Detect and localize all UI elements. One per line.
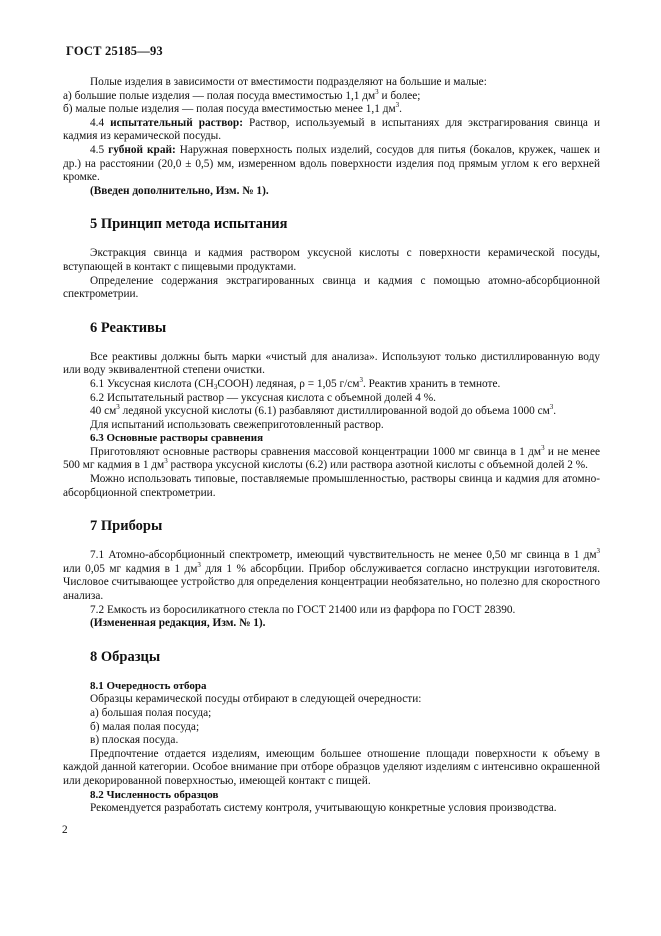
paragraph-fresh-solution: Для испытаний использовать свежеприготовленный раствор. (90, 418, 384, 431)
paragraph-extraction: Экстракция свинца и кадмия раствором уксусной кислоты с поверхности керамической посуды, вступающей в контакт с пищевыми продуктами. (63, 247, 600, 273)
list-item: в) плоская посуда. (90, 734, 179, 747)
subsection-8-1: 8.1 Очередность отбора (90, 679, 207, 692)
paragraph-preference: Предпочтение отдается изделиям, имеющим большее отношение площади поверхности к объему в каждой данной категории. Особое внимание при отборе образцов уделяют изделиям с интенсивно окрашенной или декорированной поверхностью, имеющей контакт с пищей. (63, 747, 600, 787)
definition-4-5: 4.5 губной край: Наружная поверхность полых изделий, сосудов для питья (бокалов, кружек, чашек и др.) на расстоянии (20,0 ± 0,5) мм, измеренном вдоль поверхности изделия под прямым углом к его верхней кромке. (63, 143, 600, 184)
section-8-heading: 8 Образцы (90, 648, 161, 665)
paragraph-6-2: 6.2 Испытательный раствор — уксусная кислота с объемной долей 4 %. (90, 391, 436, 404)
paragraph-reagents: Все реактивы должны быть марки «чистый для анализа». Используют только дистиллированную воду или воду эквивалентной степени очистки. (63, 350, 600, 377)
page-number: 2 (62, 824, 68, 836)
subsection-8-2: 8.2 Численность образцов (90, 788, 219, 801)
section-6-heading: 6 Реактивы (90, 319, 167, 336)
paragraph-7-2: 7.2 Емкость из боросиликатного стекла по ГОСТ 21400 или из фарфора по ГОСТ 28390. (90, 603, 516, 616)
paragraph-standard-solutions: Можно использовать типовые, поставляемые промышленностью, растворы свинца и кадмия для атомно-абсорбционной спектрометрии. (63, 473, 600, 499)
paragraph-6-1: 6.1 Уксусная кислота $(СН_3СООН)$ ледяная, ρ = 1,05 $г/см^3$. Реактив хранить в темноте. (90, 375, 501, 391)
section-7-heading: 7 Приборы (90, 518, 163, 535)
list-item: а) большая полая посуда; (90, 707, 212, 719)
paragraph-8-1: Образцы керамической посуды отбирают в следующей очередности: (90, 693, 422, 706)
standard-header: ГОСТ 25185—93 (66, 44, 163, 58)
paragraph-8-2: Рекомендуется разработать систему контроля, учитывающую конкретные условия производства. (90, 802, 557, 815)
paragraph-dilution: 40 $см^3$ ледяной уксусной кислоты (6.1) разбавляют дистиллированной водой до объема 1000 $см^3$. (90, 403, 557, 418)
amendment-note-7: (Измененная редакция, Изм. № 1). (90, 617, 266, 630)
list-item-small-hollow: б) малые полые изделия — полая посуда вместимостью менее 1,1 $дм^3$. (63, 101, 402, 116)
list-item: б) малая полая посуда; (90, 720, 200, 733)
section-5-heading: 5 Принцип метода испытания (90, 216, 288, 233)
definition-4-4: 4.4 испытательный раствор: Раствор, используемый в испытаниях для экстрагирования свинца и кадмия из керамической посуды. (63, 116, 600, 143)
subsection-6-3: 6.3 Основные растворы сравнения (90, 432, 264, 445)
paragraph-hollow-items: Полые изделия в зависимости от вместимости подразделяют на большие и малые: (90, 76, 487, 88)
paragraph-determination: Определение содержания экстрагированных свинца и кадмия с помощью атомно-абсорбционной спектрометрии. (63, 274, 600, 301)
paragraph-7-1: 7.1 Атомно-абсорбционный спектрометр, имеющий чувствительность не менее 0,50 мг свинца в 1 $дм^3$ или 0,05 мг кадмия в 1 $дм^3$ для 1 % абсорбции. Прибор обслуживается согласно инструкции изготовителя. Числовое считывающее устройство для определения концентрации необязательно, но полезно для скоростного анализа. (63, 547, 601, 603)
document-body (63, 76, 600, 816)
list-item-large-hollow: а) большие полые изделия — полая посуда вместимостью 1,1 $дм^3$ и более; (63, 87, 421, 102)
paragraph-6-3: Приготовляют основные растворы сравнения массовой концентрации 1000 мг свинца в 1 $дм^3$ и не менее 500 мг кадмия в 1 $дм^3$ раствора уксусной кислоты (6.2) или раствора азотной кислоты с объемной долей 2 %. (63, 443, 600, 472)
amendment-note: (Введен дополнительно, Изм. № 1). (90, 184, 269, 197)
